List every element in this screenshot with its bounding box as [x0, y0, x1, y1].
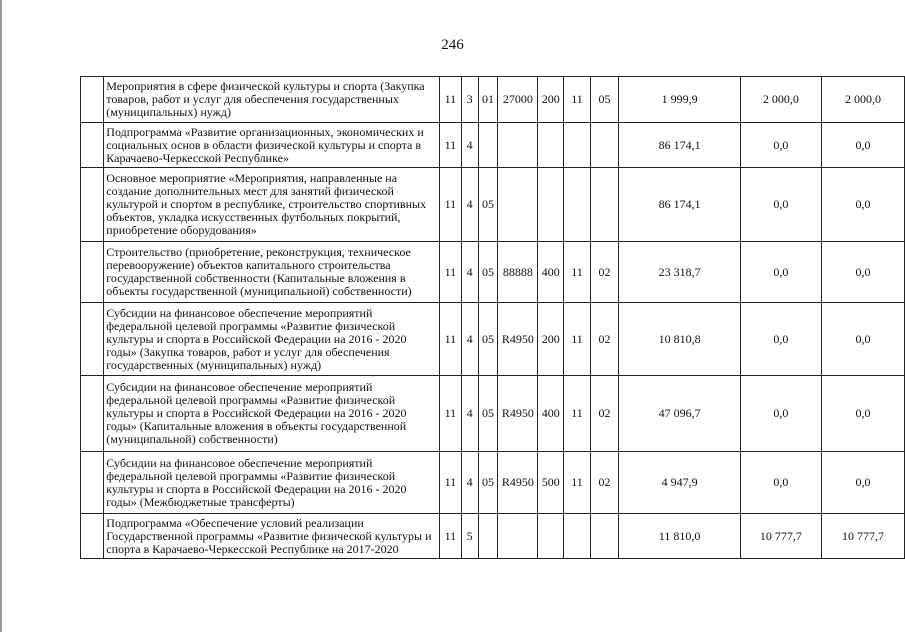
- code-expense-type: 400: [538, 376, 564, 452]
- code-section: 11: [564, 77, 591, 123]
- code-ministry: 11: [440, 452, 462, 514]
- amount-year-2: 0,0: [740, 242, 821, 303]
- amount-year-2: 0,0: [740, 303, 821, 376]
- table-row: [81, 77, 905, 123]
- code-program: 4: [461, 376, 478, 452]
- code-main-event: [478, 123, 498, 168]
- code-expense-type: [538, 123, 564, 168]
- budget-table: [80, 76, 905, 559]
- row-name: Основное мероприятие «Мероприятия, направленные на создание дополнительных мест для занятий физической культурой и спортом в республике, строительство спортивных объектов, укладка искусственных футбольных покрытий, приобретение оборудования»: [104, 168, 440, 242]
- code-direction: 27000: [498, 77, 538, 123]
- code-expense-type: 200: [538, 303, 564, 376]
- code-direction: [498, 514, 538, 559]
- row-marker-cell: [81, 376, 104, 452]
- code-program: 5: [461, 514, 478, 559]
- amount-year-3: 0,0: [821, 303, 904, 376]
- code-main-event: 05: [478, 376, 498, 452]
- row-name: Подпрограмма «Обеспечение условий реализации Государственной программы «Развитие физической культуры и спорта в Карачаево-Черкесской Республике на 2017-2020: [104, 514, 440, 559]
- code-ministry: 11: [440, 303, 462, 376]
- amount-year-1: 4 947,9: [619, 452, 741, 514]
- scan-edge-line: [0, 0, 2, 632]
- code-ministry: 11: [440, 77, 462, 123]
- code-subsection: 02: [590, 376, 619, 452]
- code-main-event: 01: [478, 77, 498, 123]
- row-name: Подпрограмма «Развитие организационных, экономических и социальных основ в области физической культуры и спорта в Карачаево-Черкесской Республике»: [104, 123, 440, 168]
- code-subsection: [590, 123, 619, 168]
- amount-year-2: 0,0: [740, 376, 821, 452]
- code-section: 11: [564, 452, 591, 514]
- code-main-event: 05: [478, 303, 498, 376]
- amount-year-1: 23 318,7: [619, 242, 741, 303]
- amount-year-1: 47 096,7: [619, 376, 741, 452]
- code-subsection: 05: [590, 77, 619, 123]
- code-direction: R4950: [498, 376, 538, 452]
- code-subsection: 02: [590, 242, 619, 303]
- code-program: 4: [461, 123, 478, 168]
- code-expense-type: 200: [538, 77, 564, 123]
- table-row: [81, 514, 905, 559]
- row-marker-cell: [81, 242, 104, 303]
- code-program: 4: [461, 303, 478, 376]
- code-subsection: 02: [590, 452, 619, 514]
- code-section: 11: [564, 242, 591, 303]
- row-name: Мероприятия в сфере физической культуры и спорта (Закупка товаров, работ и услуг для обеспечения государственных (муниципальных) нужд): [104, 77, 440, 123]
- row-marker-cell: [81, 303, 104, 376]
- code-ministry: 11: [440, 376, 462, 452]
- amount-year-3: 0,0: [821, 242, 904, 303]
- amount-year-2: 2 000,0: [740, 77, 821, 123]
- code-direction: R4950: [498, 452, 538, 514]
- code-subsection: [590, 514, 619, 559]
- amount-year-1: 1 999,9: [619, 77, 741, 123]
- code-program: 3: [461, 77, 478, 123]
- amount-year-1: 86 174,1: [619, 123, 741, 168]
- code-section: [564, 168, 591, 242]
- code-direction: 88888: [498, 242, 538, 303]
- amount-year-2: 10 777,7: [740, 514, 821, 559]
- table-row: [81, 242, 905, 303]
- amount-year-3: 0,0: [821, 123, 904, 168]
- amount-year-2: 0,0: [740, 452, 821, 514]
- code-expense-type: 400: [538, 242, 564, 303]
- code-main-event: 05: [478, 242, 498, 303]
- code-ministry: 11: [440, 514, 462, 559]
- row-name: Субсидии на финансовое обеспечение мероприятий федеральной целевой программы «Развитие физической культуры и спорта в Российской Федерации на 2016 - 2020 годы» (Капитальные вложения в объекты государственной (муниципальной) собственности): [104, 376, 440, 452]
- amount-year-3: 0,0: [821, 452, 904, 514]
- code-expense-type: 500: [538, 452, 564, 514]
- table-row: [81, 376, 905, 452]
- amount-year-1: 10 810,8: [619, 303, 741, 376]
- table-row: [81, 168, 905, 242]
- code-expense-type: [538, 168, 564, 242]
- row-name: Субсидии на финансовое обеспечение мероприятий федеральной целевой программы «Развитие физической культуры и спорта в Российской Федерации на 2016 - 2020 годы» (Закупка товаров, работ и услуг для обеспечения государственных (муниципальных) нужд): [104, 303, 440, 376]
- code-direction: [498, 168, 538, 242]
- amount-year-2: 0,0: [740, 168, 821, 242]
- code-program: 4: [461, 168, 478, 242]
- code-direction: R4950: [498, 303, 538, 376]
- code-main-event: 05: [478, 452, 498, 514]
- table-row: [81, 123, 905, 168]
- code-section: 11: [564, 303, 591, 376]
- row-marker-cell: [81, 168, 104, 242]
- code-main-event: 05: [478, 168, 498, 242]
- amount-year-3: 0,0: [821, 376, 904, 452]
- code-program: 4: [461, 452, 478, 514]
- row-marker-cell: [81, 514, 104, 559]
- code-main-event: [478, 514, 498, 559]
- amount-year-2: 0,0: [740, 123, 821, 168]
- code-section: [564, 123, 591, 168]
- amount-year-1: 11 810,0: [619, 514, 741, 559]
- code-ministry: 11: [440, 123, 462, 168]
- code-ministry: 11: [440, 242, 462, 303]
- code-section: [564, 514, 591, 559]
- code-subsection: 02: [590, 303, 619, 376]
- amount-year-3: 2 000,0: [821, 77, 904, 123]
- row-marker-cell: [81, 452, 104, 514]
- row-name: Субсидии на финансовое обеспечение мероприятий федеральной целевой программы «Развитие физической культуры и спорта в Российской Федерации на 2016 - 2020 годы» (Межбюджетные трансферты): [104, 452, 440, 514]
- code-ministry: 11: [440, 168, 462, 242]
- row-marker-cell: [81, 123, 104, 168]
- page-number: 246: [441, 37, 464, 53]
- code-program: 4: [461, 242, 478, 303]
- code-subsection: [590, 168, 619, 242]
- code-direction: [498, 123, 538, 168]
- code-section: 11: [564, 376, 591, 452]
- amount-year-3: 0,0: [821, 168, 904, 242]
- code-expense-type: [538, 514, 564, 559]
- table-row: [81, 452, 905, 514]
- row-marker-cell: [81, 77, 104, 123]
- amount-year-3: 10 777,7: [821, 514, 904, 559]
- table-row: [81, 303, 905, 376]
- amount-year-1: 86 174,1: [619, 168, 741, 242]
- row-name: Строительство (приобретение, реконструкция, техническое перевооружение) объектов капитального строительства государственной собственности (Капитальные вложения в объекты государственной (муниципальной) собственности): [104, 242, 440, 303]
